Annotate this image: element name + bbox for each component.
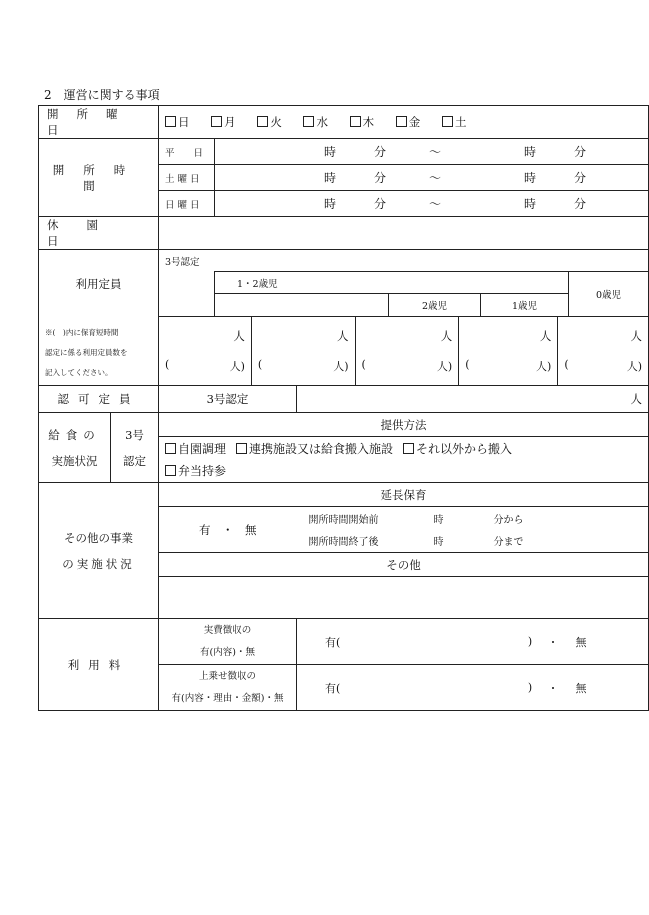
- checkbox-icon: [165, 443, 176, 454]
- closed-days-label-cell: [39, 217, 159, 250]
- capacity-blank-cell: [159, 272, 215, 317]
- capacity-age2-label: 2歳児: [389, 294, 481, 317]
- meals-label-cell: [39, 413, 111, 483]
- open-hours-label: 開所時間: [52, 162, 145, 193]
- other-row-extended-header: [39, 483, 649, 507]
- checkbox-icon: [396, 116, 407, 127]
- capacity-age12-blank: [215, 294, 389, 317]
- approved-cert3-label: 3号認定: [159, 386, 297, 413]
- day-checkbox-tue[interactable]: 火: [257, 114, 282, 130]
- meals-options-cell: [159, 437, 649, 483]
- capacity-age1-label: 1歳児: [481, 294, 569, 317]
- open-days-checkboxes: [159, 106, 649, 139]
- meals-label-line1: 給食の: [48, 427, 101, 442]
- capacity-label-cell: [39, 250, 159, 317]
- approved-row: [39, 386, 649, 413]
- checkbox-icon: [236, 443, 247, 454]
- meal-option-partner[interactable]: 連携施設又は給食搬入施設: [236, 438, 393, 460]
- checkbox-icon: [211, 116, 222, 127]
- fees-actual-value[interactable]: 有( ) ・ 無: [297, 619, 649, 665]
- fees-extra-value[interactable]: 有( ) ・ 無: [297, 665, 649, 711]
- meal-option-own-kitchen[interactable]: 自園調理: [165, 438, 226, 460]
- meals-row-header: [39, 413, 649, 437]
- open-hours-time-saturday[interactable]: 時 分 ～ 時 分: [215, 165, 649, 191]
- capacity-value-age2[interactable]: 人 ( 人): [355, 317, 459, 385]
- open-hours-label-cell: [39, 139, 159, 217]
- open-hours-row-weekday: [39, 139, 649, 165]
- section-title: [44, 86, 160, 103]
- approved-label-cell: [39, 386, 159, 413]
- extended-care-before[interactable]: 開所時間開始前 時 分から: [297, 507, 649, 530]
- fees-actual-label: 実費徴収の 有(内容)・無: [159, 619, 297, 665]
- other-input[interactable]: [159, 577, 649, 619]
- day-checkbox-sat[interactable]: 土: [442, 114, 467, 130]
- capacity-value-age12[interactable]: 人 ( 人): [251, 317, 355, 385]
- capacity-row-values: [39, 317, 649, 386]
- open-hours-day-sunday: 日曜日: [159, 191, 215, 217]
- closed-days-input[interactable]: [159, 217, 649, 250]
- open-hours-time-sunday[interactable]: 時 分 ～ 時 分: [215, 191, 649, 217]
- checkbox-icon: [165, 116, 176, 127]
- operations-table: [38, 105, 649, 711]
- meal-option-other[interactable]: それ以外から搬入: [403, 438, 512, 460]
- approved-value[interactable]: 人: [297, 386, 649, 413]
- fees-row-actual: [39, 619, 649, 665]
- closed-days-label: 休園日: [47, 218, 126, 248]
- capacity-label: 利用定員: [75, 277, 122, 291]
- capacity-cert3-label: 3号認定: [159, 250, 649, 272]
- capacity-value-total[interactable]: 人 ( 人): [159, 317, 251, 385]
- meals-label-line2: 実施状況: [51, 453, 98, 468]
- open-days-label-cell: [39, 106, 159, 139]
- day-checkbox-wed[interactable]: 水: [303, 114, 328, 130]
- checkbox-icon: [442, 116, 453, 127]
- checkbox-icon: [350, 116, 361, 127]
- open-hours-day-saturday: 土曜日: [159, 165, 215, 191]
- capacity-value-age1[interactable]: 人 ( 人): [459, 317, 558, 385]
- closed-days-row: [39, 217, 649, 250]
- meal-option-packed-lunch[interactable]: 弁当持参: [165, 460, 226, 482]
- capacity-age0-label: 0歳児: [569, 272, 649, 317]
- fees-label-cell: [39, 619, 159, 711]
- checkbox-icon: [403, 443, 414, 454]
- other-services-label-line1: その他の事業: [64, 530, 133, 545]
- open-days-row: [39, 106, 649, 139]
- fees-label: 利用料: [67, 657, 130, 672]
- day-checkbox-fri[interactable]: 金: [396, 114, 421, 130]
- other-services-label-cell: [39, 483, 159, 619]
- capacity-values-cell: [159, 317, 649, 386]
- checkbox-icon: [257, 116, 268, 127]
- extended-care-yes-no[interactable]: 有 ・ 無: [159, 507, 297, 553]
- capacity-note: ※( )内に保育短時間 認定に係る利用定員数を 記入してください。: [39, 317, 159, 386]
- open-days-label: 開所曜日: [47, 107, 136, 137]
- other-services-label-line2: の実施状況: [62, 556, 135, 571]
- day-checkbox-thu[interactable]: 木: [350, 114, 375, 130]
- open-hours-day-weekday: 平 日: [159, 139, 215, 165]
- approved-label: 認可定員: [57, 392, 140, 406]
- capacity-row-header: [39, 250, 649, 272]
- checkbox-icon: [303, 116, 314, 127]
- section-heading: 運営に関する事項: [63, 88, 160, 102]
- capacity-age12-label: 1・2歳児: [215, 272, 569, 294]
- other-header: その他: [159, 553, 649, 577]
- meals-method-header: 提供方法: [159, 413, 649, 437]
- day-checkbox-mon[interactable]: 月: [211, 114, 236, 130]
- meals-cert-cell: 3号 認定: [111, 413, 159, 483]
- extended-care-after[interactable]: 開所時間終了後 時 分まで: [297, 530, 649, 553]
- capacity-value-age0[interactable]: 人 ( 人): [564, 329, 642, 373]
- fees-extra-label: 上乗せ徴収の 有(内容・理由・金額)・無: [159, 665, 297, 711]
- section-number: 2: [44, 88, 52, 102]
- extended-care-header: 延長保育: [159, 483, 649, 507]
- checkbox-icon: [165, 465, 176, 476]
- open-hours-time-weekday[interactable]: 時 分 ～ 時 分: [215, 139, 649, 165]
- day-checkbox-sun[interactable]: 日: [165, 114, 190, 130]
